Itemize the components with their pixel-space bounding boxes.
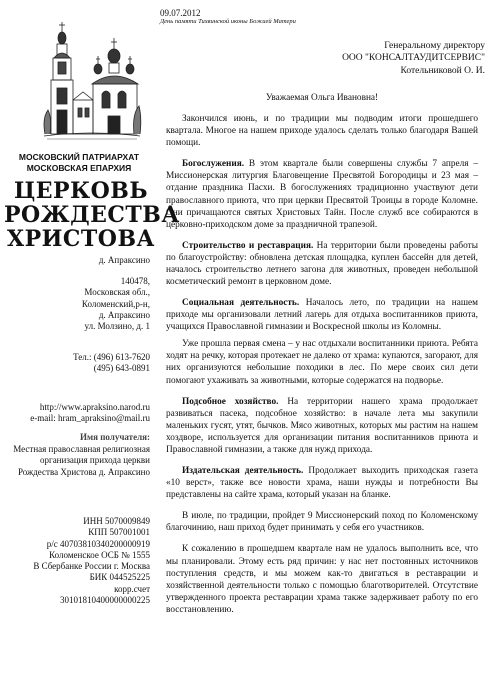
phones: [73, 352, 150, 375]
build-text: На территории были проведены работы по благоустройству: обновлена детская площадка, куплен бассейн для детей, началось строительство летнего загона для животных, проведен небольшой косметический ремонт в церковном доме.: [166, 240, 478, 288]
worship-heading: Богослужения.: [182, 159, 245, 170]
bank-line: БИК 044525225: [89, 572, 150, 583]
bank-line: р/с 40703810340200000919: [46, 538, 150, 549]
address-line: Московская обл.,: [84, 287, 150, 298]
church-name-line-2: РОЖДЕСТВА: [4, 201, 180, 228]
social-text: Началось лето, по традиции на нашем приходе мы организовали летний лагерь для отдыха воспитанников приюта, учащихся Православной гимназии и Воскресной школы из Коломны.: [166, 298, 478, 333]
address-line: 140478,: [120, 276, 150, 286]
bank-details: [33, 516, 150, 606]
farm-paragraph: [166, 396, 478, 456]
website-link[interactable]: http://www.apraksino.narod.ru: [39, 402, 150, 412]
patriarchate-heading: [4, 152, 154, 173]
addressee-name: Котельниковой О. И.: [400, 65, 485, 76]
church-name-line-3: ХРИСТОВА: [7, 225, 155, 252]
bank-line: корр.счет: [114, 583, 150, 594]
recipient-name: Местная православная религиозная организация прихода церкви Рождества Христова д. Апраксино: [13, 444, 150, 477]
farm-text: На территории нашего храма продолжает развиваться пасека, подсобное хозяйство: в начале лета мы закупили маленьких гусят, утят, бычков. Мясо животных, которых мы растим на нашем хоздворе, используется для организации питания воспитанников приюта и Православной гимназии, а также для нужд прихода.: [166, 396, 478, 455]
regret-paragraph: К сожалению в прошедшем квартале нам не удалось выполнить все, что мы планировали. Этому есть ряд причин: у нас нет постоянных источников поступления средств, и мы можем как-то двигаться в реставрации и хозяйственной деятельности только с помощью благотворителей. Отсутствие утвержденного проекта реставрации храма также задерживает работу по его восстановлению.: [166, 544, 478, 615]
bank-line: 30101810400000000225: [60, 594, 150, 605]
publishing-paragraph: [166, 465, 478, 501]
eparchy-line: МОСКОВСКАЯ ЕПАРХИЯ: [26, 162, 132, 173]
church-engraving: [42, 18, 142, 143]
address-line: Коломенский,р-н,: [81, 298, 150, 309]
social-paragraph: [166, 297, 478, 333]
bank-line: В Сбербанке России г. Москва: [33, 561, 150, 571]
contacts: [30, 402, 150, 425]
social-paragraph-2: Уже прошла первая смена – у нас отдыхали воспитанники приюта. Ребята ходят на речку, которая протекает не далеко от храма: купаются, загорают, для них организуются небольшие походики в лес. По мере своих сил дети помогают ухаживать за животными, которые содержатся на подворье.: [166, 339, 478, 386]
publishing-text: Продолжает выходить приходская газета «10 верст», также все новости храма, наши нужды и потребности Вы представлены на сайте храма, который указан на бланке.: [166, 466, 478, 501]
worship-paragraph: [166, 158, 478, 230]
build-heading: Строительство и реставрация.: [182, 240, 314, 251]
letter-date: 09.07.2012: [160, 8, 201, 18]
bank-line: ИНН 5070009849: [83, 516, 150, 526]
email-link[interactable]: e-mail: hram_apraksino@mail.ru: [30, 413, 150, 424]
intro-paragraph: Закончился июнь, и по традиции мы подводим итоги прошедшего квартала. Многое на нашем приходе удалось сделать только благодаря Вашей помощи.: [166, 114, 478, 149]
church-name-line-1: ЦЕРКОВЬ: [14, 178, 148, 204]
phone-2: (495) 643-0891: [93, 363, 150, 374]
social-heading: Социальная деятельность.: [182, 298, 300, 309]
build-paragraph: [166, 240, 478, 288]
postal-address: [82, 276, 150, 332]
recipient-heading: Имя получателя:: [79, 432, 150, 442]
worship-text: В этом квартале были совершены службы 7 апреля – Миссионерская литургия Благовещение Пресвятой Богородицы и 23 мая – отдание праздника Пасхи. В богослужениях традиционно участвуют дети православного приюта, что при церкви Пресвятой Троицы в городе Коломне. Они причащаются святых Христовых Тайн. После служб все собираются в церковно-приходском доме за праздничной трапезой.: [166, 159, 478, 230]
church-name: [4, 178, 180, 252]
bank-line: КПП 507001001: [88, 527, 150, 538]
addressee-company: ООО "КОНСАЛТАУДИТСЕРВИС": [342, 53, 485, 64]
addressee-title: Генеральному директору: [384, 41, 485, 51]
address-line: д. Апраксино: [98, 309, 150, 320]
publishing-heading: Издательская деятельность.: [182, 466, 304, 477]
letter-body: [166, 92, 478, 621]
phone-1: Тел.: (496) 613-7620: [73, 352, 150, 362]
addressee-block: [300, 40, 485, 77]
farm-heading: Подсобное хозяйство.: [182, 396, 279, 407]
bank-line: Коломенское ОСБ № 1555: [49, 549, 150, 560]
greeting: Уважаемая Ольга Ивановна!: [265, 93, 379, 103]
address-line: ул. Молзино, д. 1: [84, 321, 150, 331]
patriarchate-line: МОСКОВСКИЙ ПАТРИАРХАТ: [18, 152, 140, 162]
feast-note: День памяти Тихвинской иконы Божией Матери: [160, 18, 296, 25]
church-place: д. Апраксино: [98, 255, 150, 265]
july-paragraph: В июле, по традиции, пройдет 9 Миссионерский поход по Коломенскому благочинию, наш приход будет принимать у себя его участников.: [166, 511, 478, 534]
